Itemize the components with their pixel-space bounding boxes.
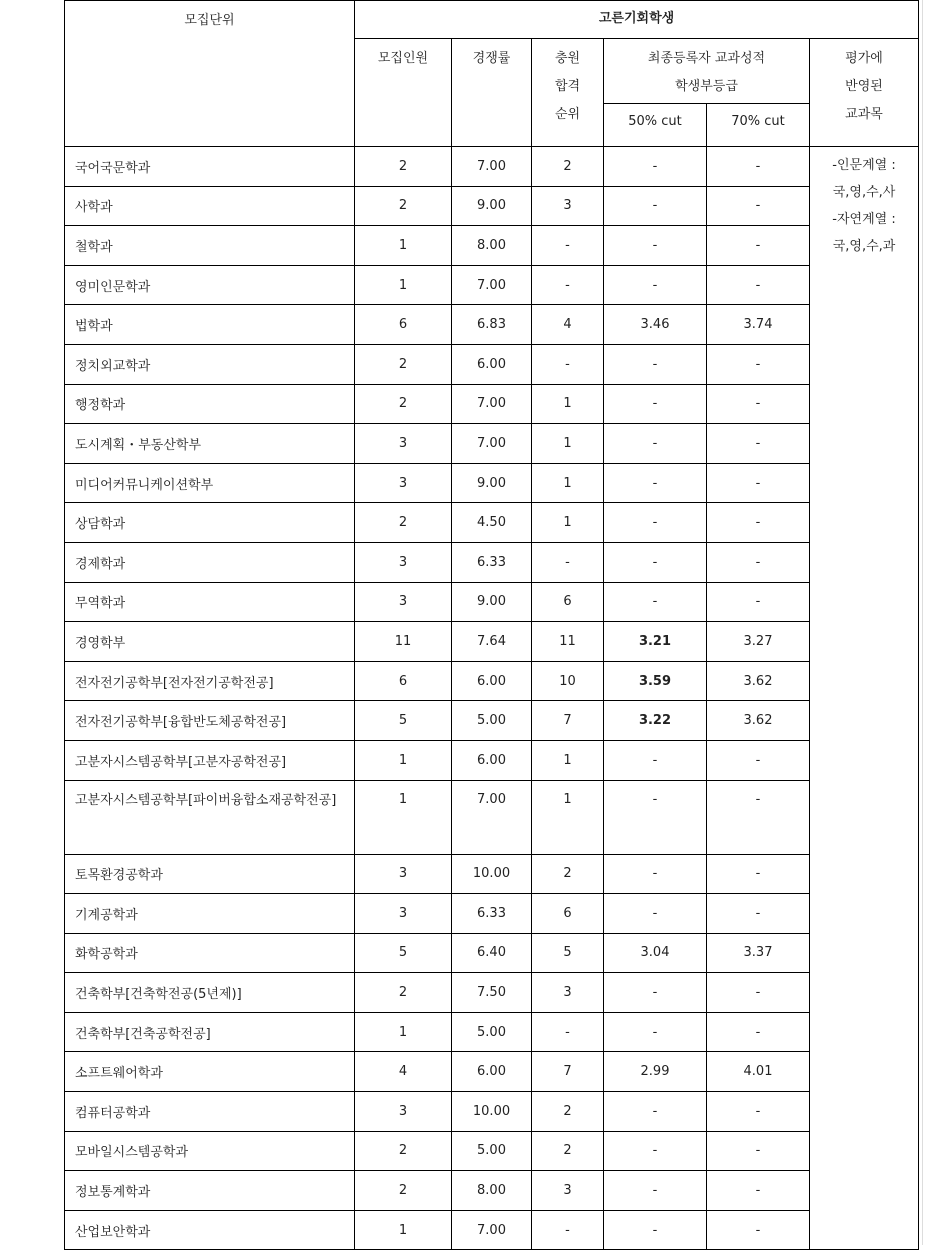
unit-name: 사학과 — [65, 186, 355, 226]
cut50 — [604, 344, 707, 384]
cut70: 3.62 — [707, 661, 810, 701]
fill-rank: 1 — [532, 780, 604, 854]
fill-rank: 5 — [532, 933, 604, 973]
recruit-count: 3 — [355, 463, 452, 503]
cut50 — [604, 894, 707, 934]
recruit-count: 3 — [355, 582, 452, 622]
cut70: - — [707, 1092, 810, 1132]
cut50-value: 2.99 — [640, 1064, 670, 1080]
cut50 — [604, 384, 707, 424]
competition-ratio: 8.00 — [452, 226, 532, 266]
subjects-cell: -인문계열 : 국,영,수,사 -자연계열 : 국,영,수,과 — [810, 147, 919, 1250]
header-group: 고른기회학생 — [355, 1, 919, 39]
cut50 — [604, 973, 707, 1013]
cut50 — [604, 622, 707, 662]
cut50 — [604, 1052, 707, 1092]
cut50-value: - — [652, 1024, 658, 1040]
competition-ratio: 7.00 — [452, 265, 532, 305]
fill-rank: 7 — [532, 1052, 604, 1092]
recruit-count: 2 — [355, 344, 452, 384]
cut50-value: 3.22 — [638, 713, 672, 729]
fill-rank: 1 — [532, 424, 604, 464]
competition-ratio: 10.00 — [452, 854, 532, 894]
fill-rank: - — [532, 1012, 604, 1052]
header-unit: 모집단위 — [65, 1, 355, 147]
unit-name: 건축학부[건축학전공(5년제)] — [65, 973, 355, 1013]
competition-ratio: 5.00 — [452, 1012, 532, 1052]
recruit-count: 4 — [355, 1052, 452, 1092]
cut50-value: - — [652, 158, 658, 174]
cut50-value: 3.04 — [640, 945, 670, 961]
unit-name: 행정학과 — [65, 384, 355, 424]
fill-rank: 6 — [532, 894, 604, 934]
cut50-value: - — [652, 866, 658, 882]
recruit-count: 1 — [355, 780, 452, 854]
cut70: 3.27 — [707, 622, 810, 662]
unit-name: 정치외교학과 — [65, 344, 355, 384]
unit-name: 국어국문학과 — [65, 147, 355, 187]
cut50-value: 3.21 — [638, 633, 672, 649]
recruit-count: 2 — [355, 384, 452, 424]
table-row — [65, 1052, 919, 1092]
cut70: - — [707, 265, 810, 305]
admission-results-table — [64, 0, 919, 1250]
unit-name: 고분자시스템공학부[고분자공학전공] — [65, 740, 355, 780]
table-row — [65, 780, 919, 854]
competition-ratio: 7.00 — [452, 384, 532, 424]
cut50 — [604, 147, 707, 187]
table-row — [65, 424, 919, 464]
cut50 — [604, 542, 707, 582]
table-row — [65, 582, 919, 622]
fill-rank: 2 — [532, 147, 604, 187]
competition-ratio: 6.83 — [452, 305, 532, 345]
fill-rank: 2 — [532, 854, 604, 894]
cut50-value: - — [652, 475, 658, 491]
cut70: - — [707, 973, 810, 1013]
header-cut50: 50% cut — [604, 104, 707, 147]
fill-rank: 1 — [532, 503, 604, 543]
competition-ratio: 6.00 — [452, 661, 532, 701]
unit-name: 법학과 — [65, 305, 355, 345]
unit-name: 정보통계학과 — [65, 1171, 355, 1211]
competition-ratio: 7.50 — [452, 973, 532, 1013]
table-row — [65, 1092, 919, 1132]
header-cut70: 70% cut — [707, 104, 810, 147]
unit-name: 건축학부[건축공학전공] — [65, 1012, 355, 1052]
fill-rank: - — [532, 344, 604, 384]
table-row — [65, 1131, 919, 1171]
recruit-count: 2 — [355, 186, 452, 226]
cut70: - — [707, 147, 810, 187]
table-row — [65, 344, 919, 384]
recruit-count: 3 — [355, 854, 452, 894]
cut50-value: - — [652, 515, 658, 531]
recruit-count: 3 — [355, 424, 452, 464]
fill-rank: 6 — [532, 582, 604, 622]
unit-name: 소프트웨어학과 — [65, 1052, 355, 1092]
competition-ratio: 6.00 — [452, 740, 532, 780]
fill-rank: 4 — [532, 305, 604, 345]
cut70: 3.62 — [707, 701, 810, 741]
fill-rank: 3 — [532, 186, 604, 226]
cut70: - — [707, 1012, 810, 1052]
fill-rank: 10 — [532, 661, 604, 701]
recruit-count: 2 — [355, 1171, 452, 1211]
fill-rank: 11 — [532, 622, 604, 662]
cut50-value: - — [652, 277, 658, 293]
unit-name: 고분자시스템공학부[파이버융합소재공학전공] — [65, 780, 355, 854]
cut70: - — [707, 503, 810, 543]
recruit-count: 2 — [355, 973, 452, 1013]
table-row — [65, 226, 919, 266]
fill-rank: 7 — [532, 701, 604, 741]
competition-ratio: 9.00 — [452, 463, 532, 503]
cut50-value: - — [652, 237, 658, 253]
fill-rank: 2 — [532, 1092, 604, 1132]
cut70: 4.01 — [707, 1052, 810, 1092]
header-subjects: 평가에 반영된 교과목 — [810, 39, 919, 147]
fill-rank: - — [532, 226, 604, 266]
table-row — [65, 384, 919, 424]
fill-rank: 3 — [532, 1171, 604, 1211]
cut70: 3.74 — [707, 305, 810, 345]
unit-name: 전자전기공학부[융합반도체공학전공] — [65, 701, 355, 741]
table-row — [65, 186, 919, 226]
recruit-count: 1 — [355, 1210, 452, 1250]
cut50 — [604, 1210, 707, 1250]
table-row — [65, 503, 919, 543]
cut70: - — [707, 226, 810, 266]
cut50-value: - — [652, 1222, 658, 1238]
cut50 — [604, 503, 707, 543]
recruit-count: 5 — [355, 701, 452, 741]
competition-ratio: 6.33 — [452, 542, 532, 582]
cut70: - — [707, 780, 810, 854]
header-rank: 충원 합격 순위 — [532, 39, 604, 147]
cut50-value: - — [652, 1103, 658, 1119]
header-ratio: 경쟁률 — [452, 39, 532, 147]
table-row — [65, 305, 919, 345]
table-row — [65, 147, 919, 187]
fill-rank: - — [532, 265, 604, 305]
cut70: - — [707, 384, 810, 424]
cut70: - — [707, 542, 810, 582]
recruit-count: 2 — [355, 503, 452, 543]
cut50 — [604, 1012, 707, 1052]
cut50-value: - — [652, 396, 658, 412]
cut50 — [604, 701, 707, 741]
competition-ratio: 9.00 — [452, 582, 532, 622]
header-grade: 최종등록자 교과성적 학생부등급 — [604, 39, 810, 104]
recruit-count: 2 — [355, 147, 452, 187]
cut50-value: - — [652, 554, 658, 570]
cut50-value: - — [652, 905, 658, 921]
cut50-value: - — [652, 752, 658, 768]
competition-ratio: 6.40 — [452, 933, 532, 973]
cut70: - — [707, 582, 810, 622]
table-row — [65, 894, 919, 934]
cut70: - — [707, 854, 810, 894]
cut70: - — [707, 1131, 810, 1171]
competition-ratio: 7.00 — [452, 780, 532, 854]
table-row — [65, 740, 919, 780]
cut70: - — [707, 740, 810, 780]
cut50 — [604, 661, 707, 701]
table-row — [65, 542, 919, 582]
competition-ratio: 5.00 — [452, 1131, 532, 1171]
recruit-count: 6 — [355, 305, 452, 345]
table-row — [65, 661, 919, 701]
cut50 — [604, 463, 707, 503]
recruit-count: 1 — [355, 265, 452, 305]
competition-ratio: 10.00 — [452, 1092, 532, 1132]
recruit-count: 1 — [355, 740, 452, 780]
unit-name: 무역학과 — [65, 582, 355, 622]
cut70: 3.37 — [707, 933, 810, 973]
competition-ratio: 5.00 — [452, 701, 532, 741]
fill-rank: 1 — [532, 740, 604, 780]
fill-rank: 3 — [532, 973, 604, 1013]
cut50-value: - — [652, 198, 658, 214]
unit-name: 산업보안학과 — [65, 1210, 355, 1250]
cut70: - — [707, 424, 810, 464]
cut70: - — [707, 894, 810, 934]
unit-name: 영미인문학과 — [65, 265, 355, 305]
cut50-value: - — [652, 1143, 658, 1159]
cut70: - — [707, 463, 810, 503]
cut50 — [604, 1131, 707, 1171]
table-row — [65, 463, 919, 503]
cut50 — [604, 933, 707, 973]
cut50-value: - — [652, 1183, 658, 1199]
competition-ratio: 7.00 — [452, 147, 532, 187]
cut50-value: - — [652, 985, 658, 1001]
fill-rank: 2 — [532, 1131, 604, 1171]
cut50 — [604, 740, 707, 780]
cut50 — [604, 186, 707, 226]
competition-ratio: 6.00 — [452, 344, 532, 384]
recruit-count: 1 — [355, 1012, 452, 1052]
competition-ratio: 7.00 — [452, 424, 532, 464]
table-row — [65, 622, 919, 662]
table-row — [65, 973, 919, 1013]
cut50-value: - — [652, 435, 658, 451]
competition-ratio: 7.64 — [452, 622, 532, 662]
unit-name: 화학공학과 — [65, 933, 355, 973]
cut50 — [604, 424, 707, 464]
competition-ratio: 9.00 — [452, 186, 532, 226]
recruit-count: 3 — [355, 894, 452, 934]
cut50 — [604, 265, 707, 305]
table-row — [65, 854, 919, 894]
table-row — [65, 1171, 919, 1211]
fill-rank: - — [532, 1210, 604, 1250]
competition-ratio: 7.00 — [452, 1210, 532, 1250]
competition-ratio: 6.33 — [452, 894, 532, 934]
cut50 — [604, 226, 707, 266]
unit-name: 경제학과 — [65, 542, 355, 582]
unit-name: 철학과 — [65, 226, 355, 266]
unit-name: 경영학부 — [65, 622, 355, 662]
cut50-value: - — [652, 594, 658, 610]
recruit-count: 2 — [355, 1131, 452, 1171]
cut70: - — [707, 186, 810, 226]
recruit-count: 5 — [355, 933, 452, 973]
competition-ratio: 6.00 — [452, 1052, 532, 1092]
unit-name: 기계공학과 — [65, 894, 355, 934]
competition-ratio: 8.00 — [452, 1171, 532, 1211]
fill-rank: - — [532, 542, 604, 582]
fill-rank: 1 — [532, 463, 604, 503]
cut50 — [604, 1171, 707, 1211]
recruit-count: 6 — [355, 661, 452, 701]
unit-name: 모바일시스템공학과 — [65, 1131, 355, 1171]
table-row — [65, 1012, 919, 1052]
cut50 — [604, 780, 707, 854]
table-row — [65, 701, 919, 741]
cut50-value: 3.59 — [638, 673, 672, 689]
fill-rank: 1 — [532, 384, 604, 424]
recruit-count: 11 — [355, 622, 452, 662]
cut50 — [604, 582, 707, 622]
recruit-count: 3 — [355, 1092, 452, 1132]
unit-name: 도시계획・부동산학부 — [65, 424, 355, 464]
cut50-value: - — [652, 356, 658, 372]
table-row — [65, 933, 919, 973]
table-row — [65, 265, 919, 305]
recruit-count: 1 — [355, 226, 452, 266]
cut70: - — [707, 1210, 810, 1250]
unit-name: 상담학과 — [65, 503, 355, 543]
cut50 — [604, 305, 707, 345]
cut70: - — [707, 344, 810, 384]
cut50 — [604, 854, 707, 894]
recruit-count: 3 — [355, 542, 452, 582]
cut70: - — [707, 1171, 810, 1211]
cut50-value: 3.46 — [640, 317, 670, 333]
unit-name: 전자전기공학부[전자전기공학전공] — [65, 661, 355, 701]
cut50 — [604, 1092, 707, 1132]
page-edge — [922, 0, 923, 1245]
unit-name: 토목환경공학과 — [65, 854, 355, 894]
competition-ratio: 4.50 — [452, 503, 532, 543]
unit-name: 미디어커뮤니케이션학부 — [65, 463, 355, 503]
header-recruit: 모집인원 — [355, 39, 452, 147]
cut50-value: - — [652, 791, 658, 807]
unit-name: 컴퓨터공학과 — [65, 1092, 355, 1132]
table-row — [65, 1210, 919, 1250]
